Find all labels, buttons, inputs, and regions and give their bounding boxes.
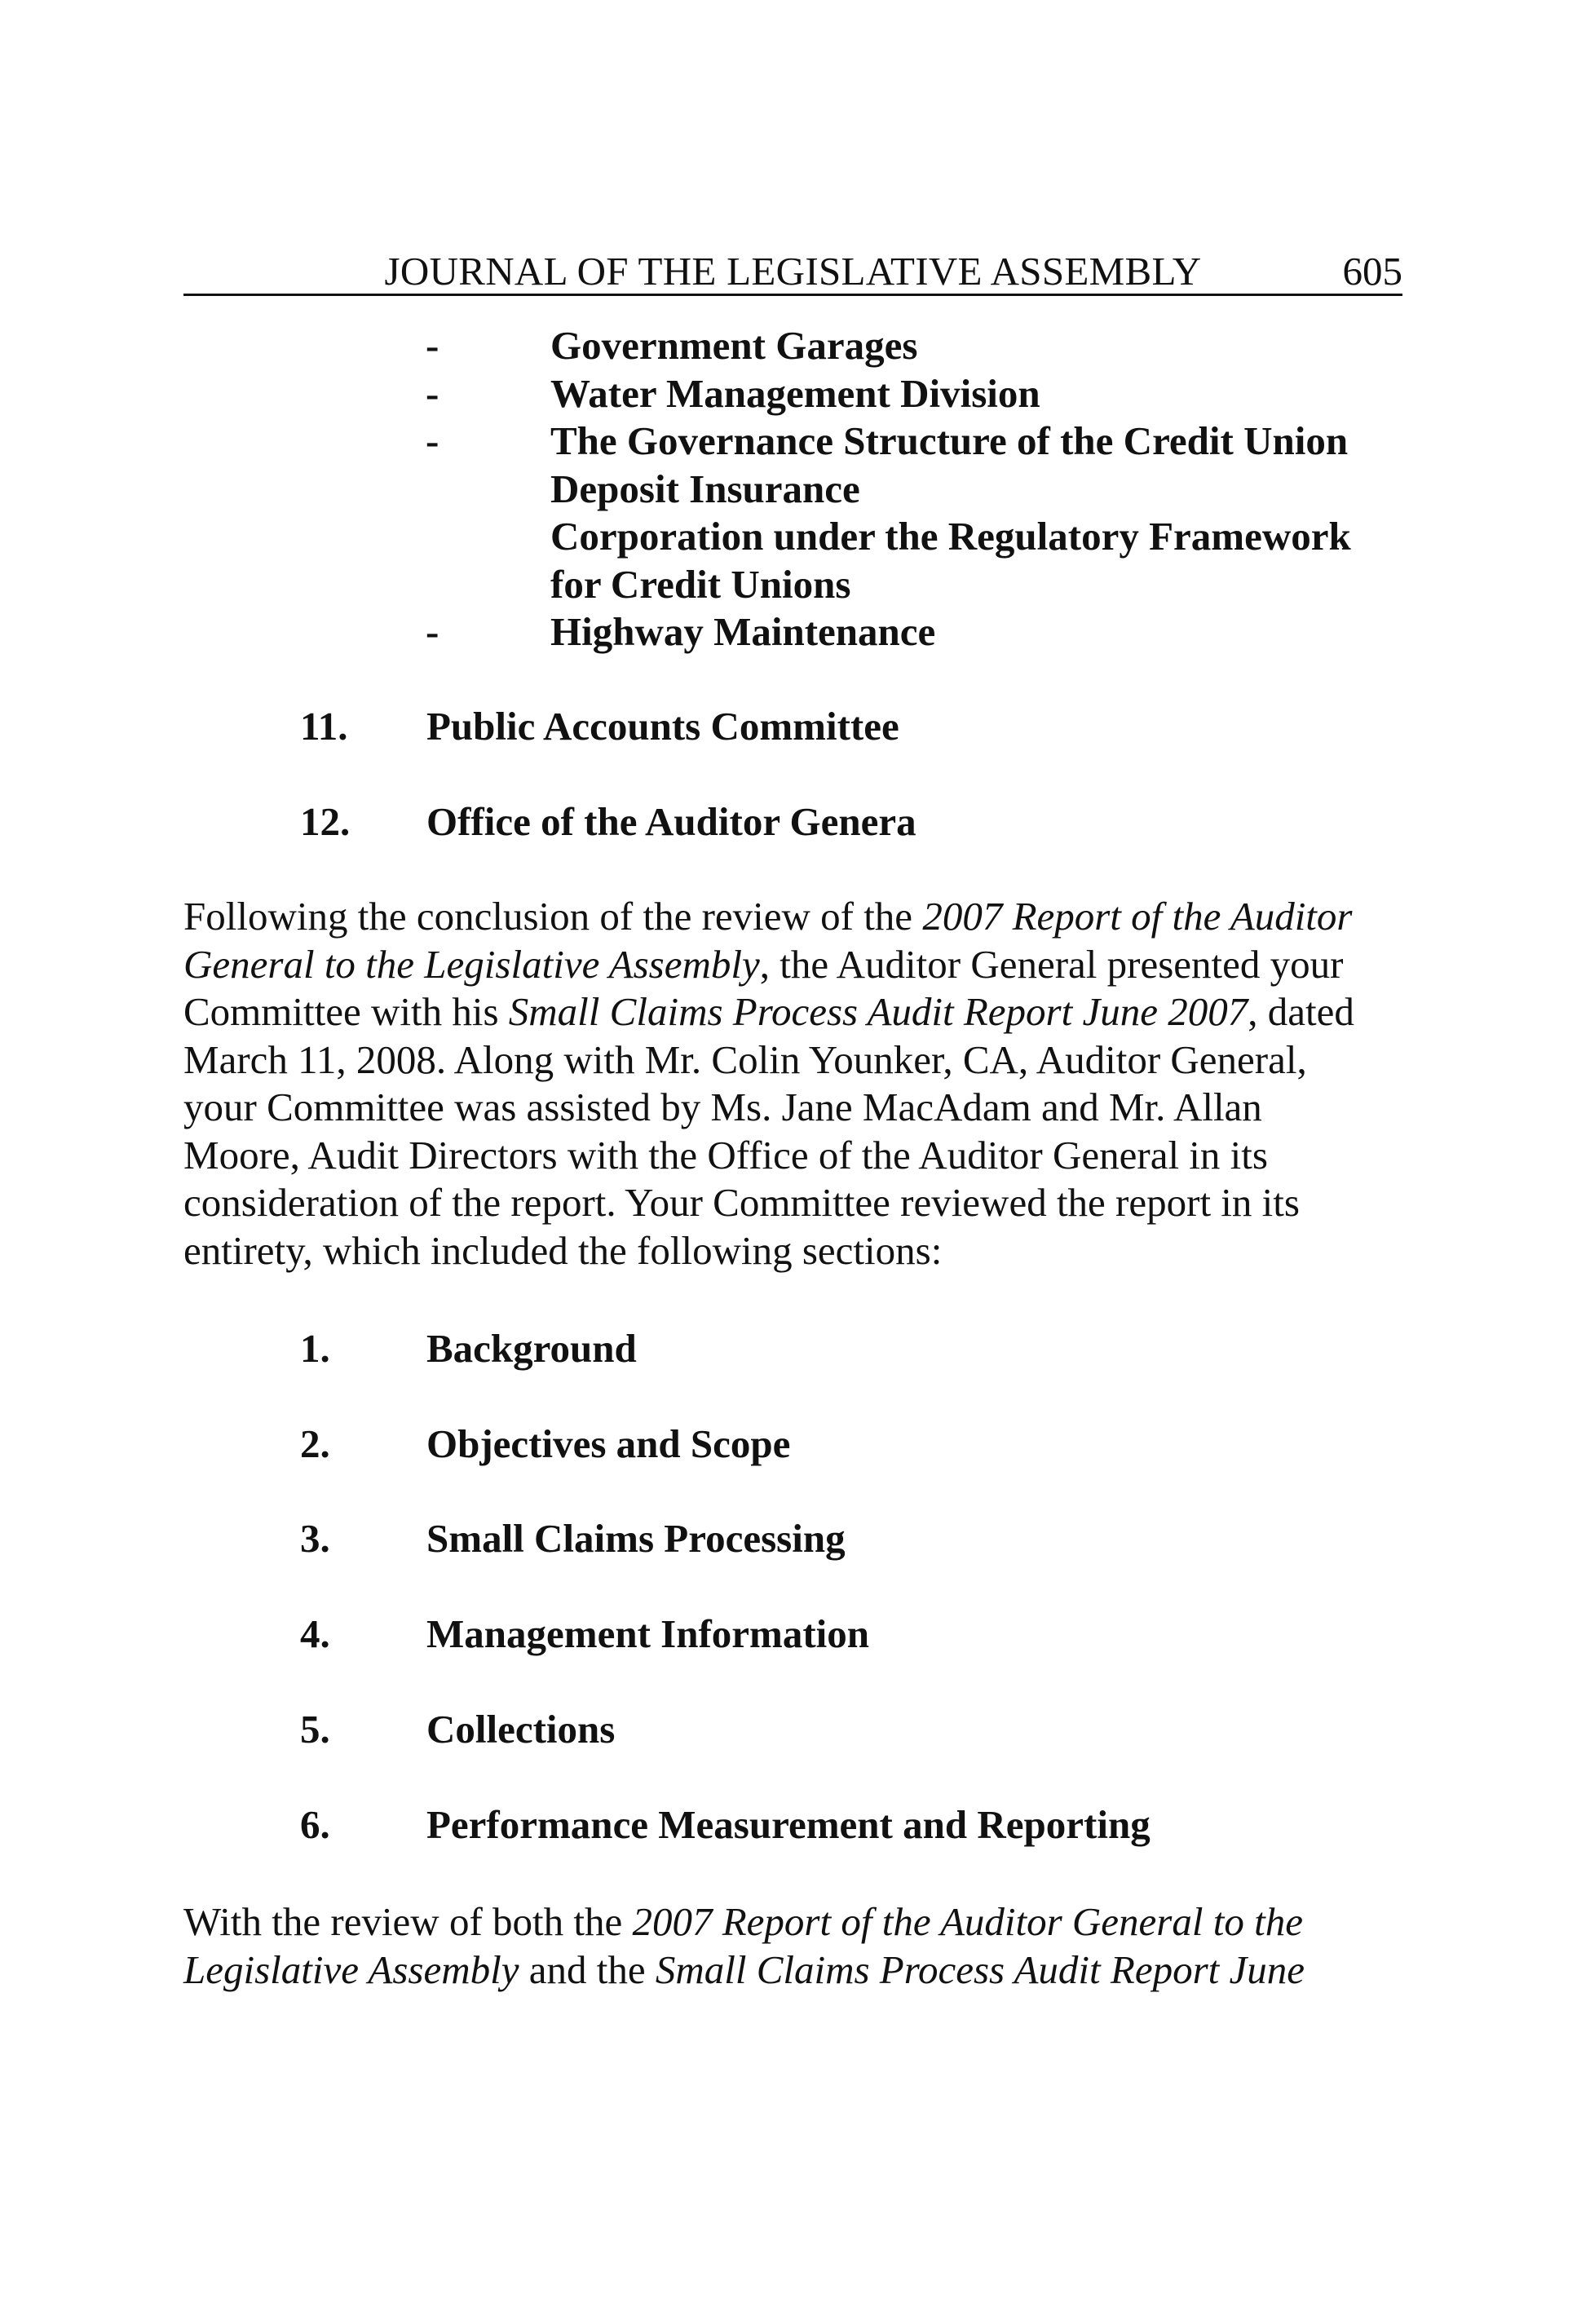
paragraph-line — [183, 988, 1419, 1036]
paragraph-line: consideration of the report. Your Committee reviewed the report in its — [183, 1180, 1300, 1225]
paragraph-line — [183, 941, 1419, 989]
report-title-italic: 2007 Report of the Auditor — [922, 894, 1353, 939]
text-run: , dated — [1248, 989, 1354, 1034]
paragraph-line: Moore, Audit Directors with the Office of the Auditor General in its — [183, 1132, 1268, 1177]
paragraph-line: your Committee was assisted by Ms. Jane MacAdam and Mr. Allan — [183, 1085, 1262, 1129]
report-title-italic: Small Claims Process Audit Report June — [655, 1946, 1305, 1992]
item-title: Office of the Auditor Genera — [426, 799, 916, 844]
list-item — [300, 1801, 1409, 1849]
list-item — [300, 1420, 1409, 1468]
paragraph-line — [183, 893, 1419, 941]
item-number: 12. — [300, 799, 351, 844]
dash-marker: - — [426, 323, 439, 368]
list-item — [416, 418, 1419, 608]
paragraph-line: entirety, which included the following sections: — [183, 1227, 943, 1273]
list-item-text: Government Garages — [550, 323, 918, 368]
report-title-italic: Small Claims Process Audit Report June 2007 — [508, 989, 1248, 1034]
list-item — [300, 703, 1409, 750]
paragraph-line — [183, 1946, 1419, 1995]
report-title-italic: General to the Legislative Assembly — [183, 941, 760, 987]
paragraph-line — [183, 1898, 1419, 1946]
text-run: Following the conclusion of the review of the — [183, 894, 923, 939]
dash-marker: - — [426, 609, 439, 654]
item-number: 11. — [300, 704, 348, 749]
list-item-text: Corporation under the Regulatory Framework — [550, 514, 1351, 559]
item-number: 1. — [300, 1326, 330, 1371]
list-item — [300, 1515, 1409, 1562]
text-run: , the Auditor General presented your — [759, 941, 1344, 987]
numbered-list-audit-sections — [300, 1325, 1409, 1849]
body-paragraph — [183, 893, 1419, 1275]
running-header — [183, 241, 1402, 296]
item-number: 3. — [300, 1516, 330, 1561]
list-item — [416, 370, 1419, 418]
list-item — [300, 1706, 1409, 1753]
paragraph-line: March 11, 2008. Along with Mr. Colin Younker, CA, Auditor General, — [183, 1036, 1307, 1082]
item-number: 5. — [300, 1707, 330, 1752]
list-item — [300, 1610, 1409, 1658]
item-title: Management Information — [426, 1611, 870, 1656]
item-title: Background — [426, 1326, 637, 1371]
dash-marker: - — [426, 370, 439, 416]
numbered-list-report-sections — [300, 703, 1409, 846]
audit-topics-list — [416, 322, 1419, 656]
closing-paragraph — [183, 1898, 1419, 1994]
report-title-italic: 2007 Report of the Auditor General to the — [632, 1899, 1303, 1944]
list-item — [416, 608, 1419, 656]
list-item — [416, 322, 1419, 370]
item-number: 6. — [300, 1802, 330, 1847]
item-title: Performance Measurement and Reporting — [426, 1802, 1151, 1847]
list-item — [300, 798, 1409, 846]
list-item-text: for Credit Unions — [550, 561, 851, 607]
item-number: 4. — [300, 1611, 330, 1656]
text-run: With the review of both the — [183, 1899, 633, 1944]
item-number: 2. — [300, 1421, 330, 1466]
item-title: Objectives and Scope — [426, 1421, 791, 1466]
journal-title: JOURNAL OF THE LEGISLATIVE ASSEMBLY — [384, 249, 1202, 294]
list-item-text: Deposit Insurance — [550, 466, 860, 511]
item-title: Collections — [426, 1707, 616, 1752]
page-number: 605 — [1342, 249, 1402, 294]
list-item — [300, 1325, 1409, 1372]
item-title: Public Accounts Committee — [426, 704, 899, 749]
item-title: Small Claims Processing — [426, 1516, 846, 1561]
report-title-italic: Legislative Assembly — [183, 1946, 519, 1992]
text-run: Committee with his — [183, 989, 509, 1034]
list-item-text: Water Management Division — [550, 370, 1040, 416]
list-item-text: The Governance Structure of the Credit Union — [550, 418, 1349, 463]
text-run: and the — [519, 1946, 656, 1992]
list-item-text: Highway Maintenance — [550, 609, 936, 654]
dash-marker: - — [426, 418, 439, 463]
